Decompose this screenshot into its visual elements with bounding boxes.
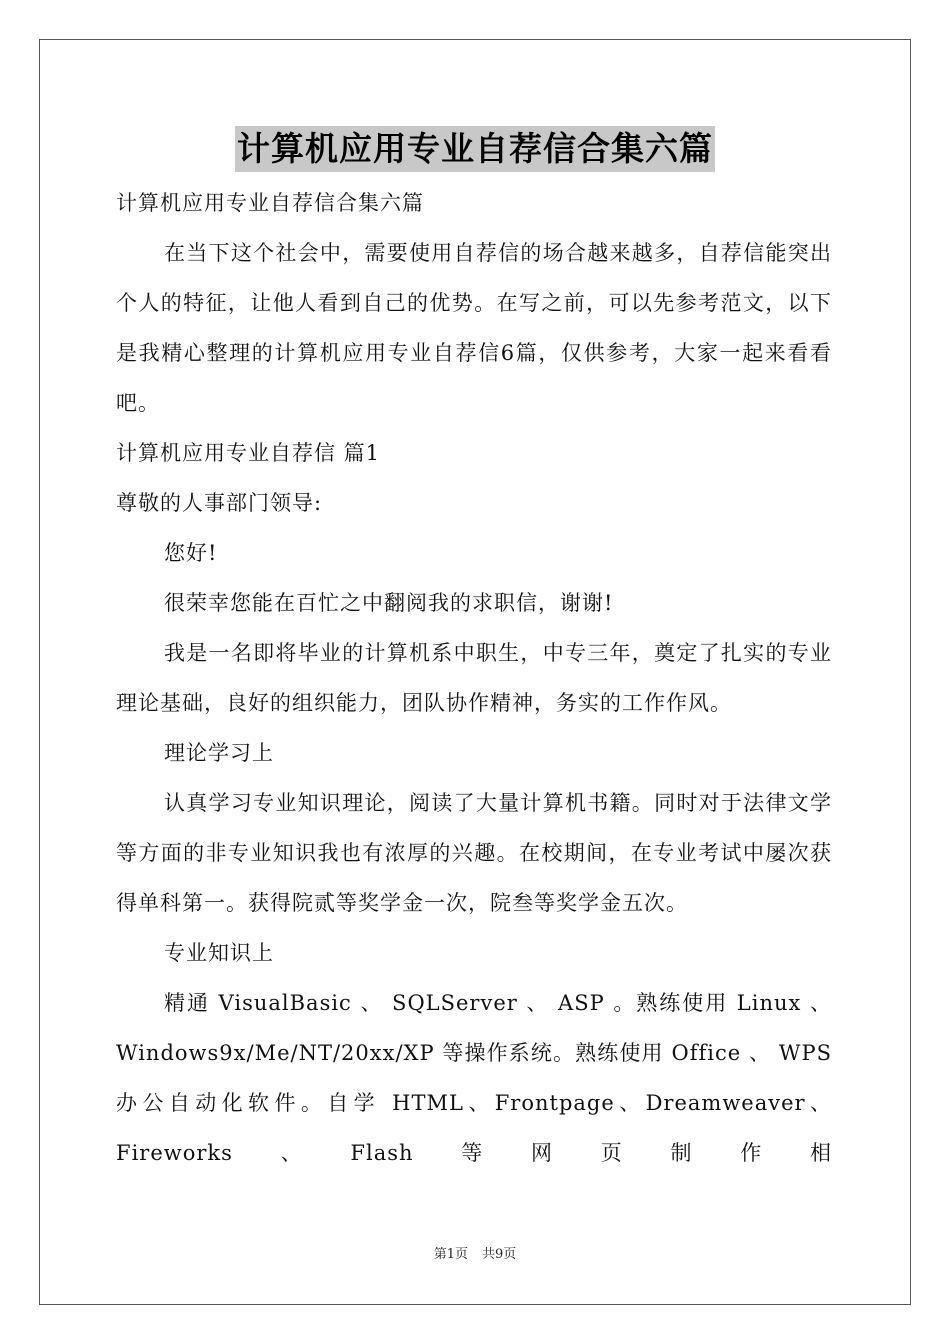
body-paragraph: 很荣幸您能在百忙之中翻阅我的求职信，谢谢! (164, 591, 614, 615)
greeting: 您好! (164, 541, 218, 565)
salutation: 尊敬的人事部门领导: (116, 491, 323, 515)
page-number: 第1页 (433, 1247, 468, 1262)
document-title: 计算机应用专业自荐信合集六篇 (235, 126, 715, 172)
title-container (0, 126, 950, 172)
subheading-theory: 理论学习上 (164, 741, 274, 765)
intro-paragraph: 在当下这个社会中，需要使用自荐信的场合越来越多，自荐信能突出个人的特征，让他人看到自己的优势。在写之前，可以先参考范文，以下是我精心整理的计算机应用专业自荐信6篇，仅供参考，大家一起来看看吧。 (116, 241, 832, 415)
subtitle-line: 计算机应用专业自荐信合集六篇 (116, 191, 424, 215)
body-paragraph: 认真学习专业知识理论，阅读了大量计算机书籍。同时对于法律文学等方面的非专业知识我也有浓厚的兴趣。在校期间，在专业考试中屡次获得单科第一。获得院贰等奖学金一次，院叁等奖学金五次。 (116, 791, 832, 915)
body-paragraph: 我是一名即将毕业的计算机系中职生，中专三年，奠定了扎实的专业理论基础，良好的组织能力，团队协作精神，务实的工作作风。 (116, 641, 832, 715)
subheading-knowledge: 专业知识上 (164, 941, 274, 965)
total-pages: 共9页 (482, 1247, 517, 1262)
document-body (116, 178, 832, 1178)
page-footer (0, 1246, 950, 1264)
section-heading: 计算机应用专业自荐信 篇1 (116, 441, 381, 465)
body-paragraph: 精通 VisualBasic 、 SQLServer 、 ASP 。熟练使用 Linux 、 Windows9x/Me/NT/20xx/XP 等操作系统。熟练使用 Office 、 WPS 办公自动化软件。自学 HTML、Frontpage、Dreamweaver、Fireworks、Flash等网页制作相 (116, 991, 832, 1165)
